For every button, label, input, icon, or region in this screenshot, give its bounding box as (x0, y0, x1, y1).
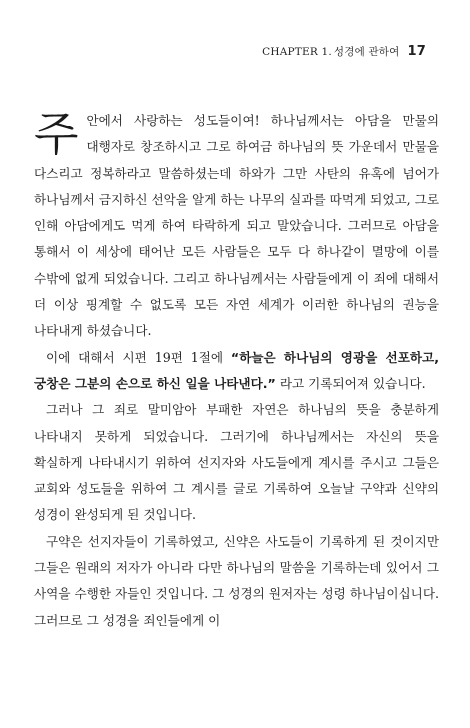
psalm-quote: “하늘은 하나님의 영광을 선포하고, 궁창은 그분의 손으로 하신 일을 나타낸다.” (34, 349, 439, 391)
page-number: 17 (407, 44, 426, 59)
paragraph-2 (34, 345, 439, 398)
paragraph-4-text: 구약은 선지자들이 기록하였고, 신약은 사도들이 기록하게 된 것이지만 그들은 원래의 저자가 아니라 다만 하나님의 말씀을 기록하는데 있어서 그 사역을 수행한 자들인 것입니다. 그 성경의 원저자는 성령 하나님이십니다. 그러므로 그 성경을 죄인들에게 이 (34, 533, 439, 628)
paragraph-3 (34, 397, 439, 528)
paragraph-4 (34, 529, 439, 634)
paragraph-1-text: 안에서 사랑하는 성도들이여! 하나님께서는 아담을 만물의 대행자로 창조하시고 그로 하여금 하나님의 뜻 가운데서 만물을 다스리고 정복하라고 말씀하셨는데 하와가 그만 사탄의 유혹에 넘어가 하나님께서 금지하신 선악을 알게 하는 나무의 실과를 따먹게 되었고, 그로 인해 아담에게도 먹게 하여 타락하게 되고 말았습니다. 그러므로 아담을 통해서 이 세상에 태어난 모든 사람들은 모두 다 하나같이 멸망에 이를 수밖에 없게 되었습니다. 그리고 하나님께서는 사람들에게 이 죄에 대해서 더 이상 핑계할 수 없도록 모든 자연 세계가 이러한 하나님의 권능을 나타내게 하셨습니다. (34, 113, 439, 339)
paragraph-3-text: 그러나 그 죄로 말미암아 부패한 자연은 하나님의 뜻을 충분하게 나타내지 못하게 되었습니다. 그러기에 하나님께서는 자신의 뜻을 확실하게 나타내시기 위하여 선지자와 사도들에게 계시를 주시고 그들은 교회와 성도들을 위하여 그 계시를 글로 기록하여 오늘날 구약과 신약의 성경이 완성되게 된 것입니다. (34, 402, 439, 523)
chapter-title: 성경에 관하여 (333, 46, 400, 58)
paragraph-2-lead: 이에 대해서 시편 19편 1절에 (46, 349, 231, 365)
running-header (262, 44, 426, 59)
chapter-label: CHAPTER 1. (262, 46, 332, 58)
body-text (34, 108, 439, 634)
drop-cap: 주 (34, 107, 79, 161)
paragraph-2-tail: 라고 기록되어져 있습니다. (275, 375, 426, 391)
paragraph-1 (34, 108, 439, 345)
